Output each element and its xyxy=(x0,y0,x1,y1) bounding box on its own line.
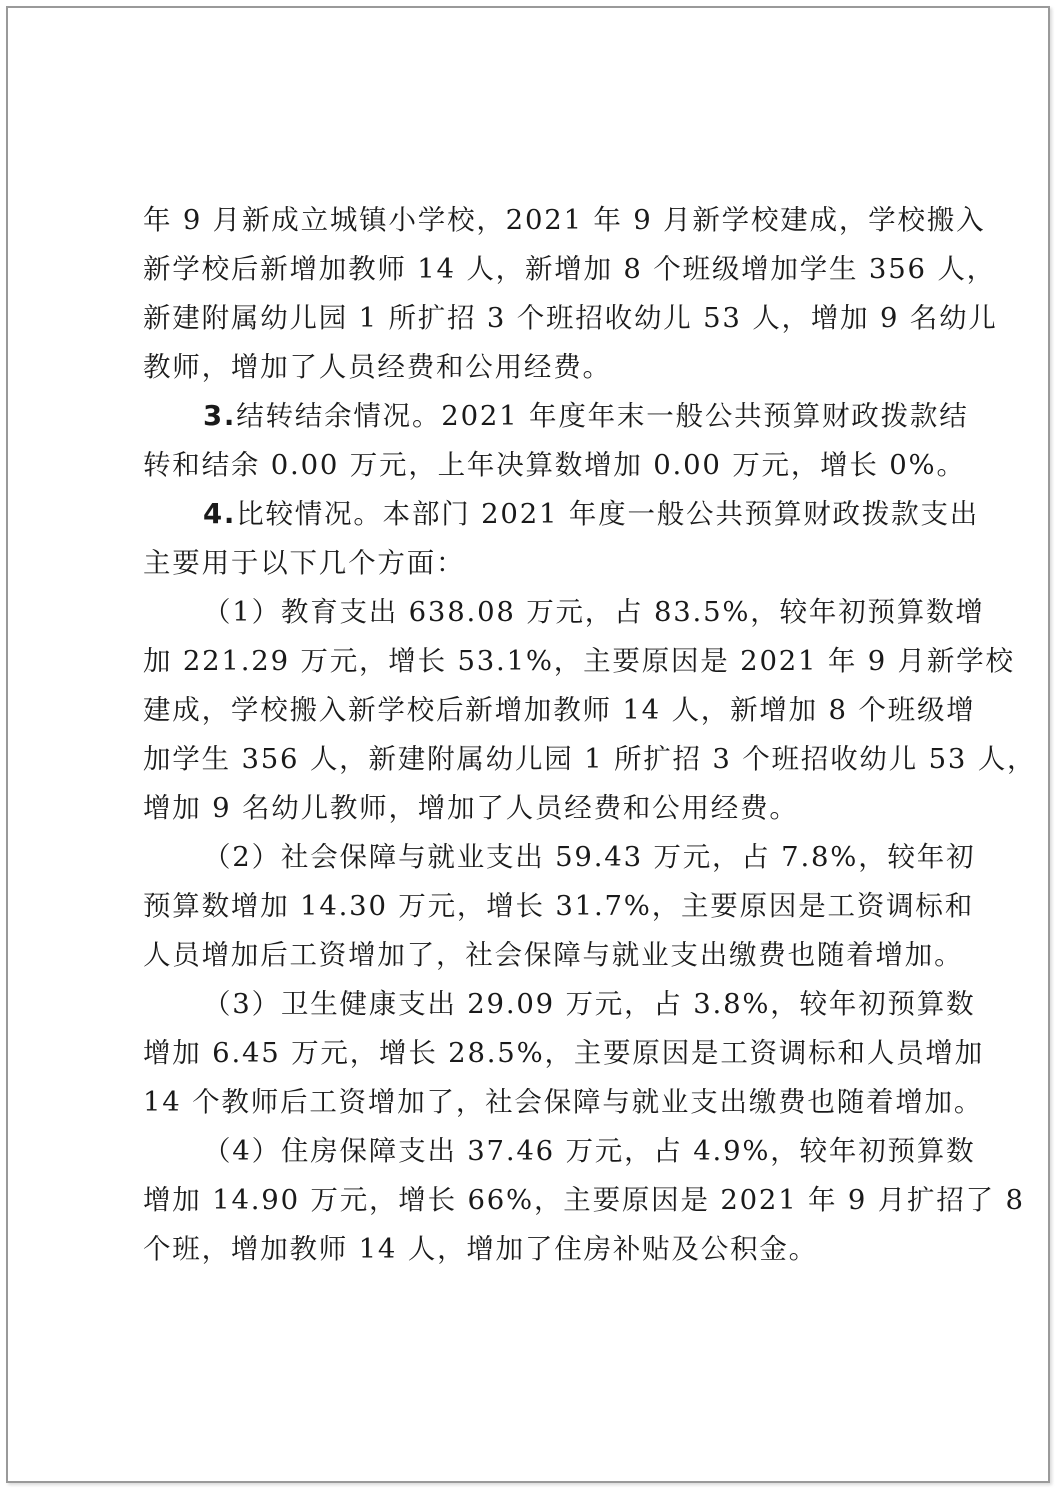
item-2-line: （2）社会保障与就业支出 59.43 万元，占 7.8%，较年初 xyxy=(203,841,976,873)
section-3-text: 结转结余情况。2021 年度年末一般公共预算财政拨款结 xyxy=(236,400,969,432)
item-2-line: 人员增加后工资增加了，社会保障与就业支出缴费也随着增加。 xyxy=(143,939,964,971)
paragraph-line: 新学校后新增加教师 14 人，新增加 8 个班级增加学生 356 人， xyxy=(143,253,996,285)
item-3-line: （3）卫生健康支出 29.09 万元，占 3.8%，较年初预算数 xyxy=(203,988,976,1020)
item-4-line: 增加 14.90 万元，增长 66%，主要原因是 2021 年 9 月扩招了 8 xyxy=(143,1184,1025,1216)
item-1-line: 加学生 356 人，新建附属幼儿园 1 所扩招 3 个班招收幼儿 53 人， xyxy=(143,743,1037,775)
section-3-line: 转和结余 0.00 万元，上年决算数增加 0.00 万元，增长 0%。 xyxy=(143,449,966,481)
item-4-line: 个班，增加教师 14 人，增加了住房补贴及公积金。 xyxy=(143,1233,818,1265)
section-4-line: 主要用于以下几个方面： xyxy=(143,547,466,579)
item-1-line: （1）教育支出 638.08 万元，占 83.5%，较年初预算数增 xyxy=(203,596,985,628)
section-4-number: 4. xyxy=(203,498,237,530)
item-2-line: 预算数增加 14.30 万元，增长 31.7%，主要原因是工资调标和 xyxy=(143,890,975,922)
section-4-heading-line xyxy=(143,490,980,539)
section-4-text: 比较情况。本部门 2021 年度一般公共预算财政拨款支出 xyxy=(236,498,980,530)
document-body xyxy=(143,196,1037,1274)
item-1-line: 建成，学校搬入新学校后新增加教师 14 人，新增加 8 个班级增 xyxy=(143,694,976,726)
paragraph-line: 新建附属幼儿园 1 所扩招 3 个班招收幼儿 53 人，增加 9 名幼儿 xyxy=(143,302,998,334)
paragraph-line: 教师，增加了人员经费和公用经费。 xyxy=(143,351,612,383)
item-3-line: 14 个教师后工资增加了，社会保障与就业支出缴费也随着增加。 xyxy=(143,1086,984,1118)
item-4-line: （4）住房保障支出 37.46 万元，占 4.9%，较年初预算数 xyxy=(203,1135,976,1167)
section-3-heading-line xyxy=(143,392,969,441)
item-1-line: 加 221.29 万元，增长 53.1%，主要原因是 2021 年 9 月新学校 xyxy=(143,645,1015,677)
paragraph-line: 年 9 月新成立城镇小学校，2021 年 9 月新学校建成，学校搬入 xyxy=(143,204,986,236)
item-3-line: 增加 6.45 万元，增长 28.5%，主要原因是工资调标和人员增加 xyxy=(143,1037,985,1069)
item-1-line: 增加 9 名幼儿教师，增加了人员经费和公用经费。 xyxy=(143,792,799,824)
section-3-number: 3. xyxy=(203,400,237,432)
